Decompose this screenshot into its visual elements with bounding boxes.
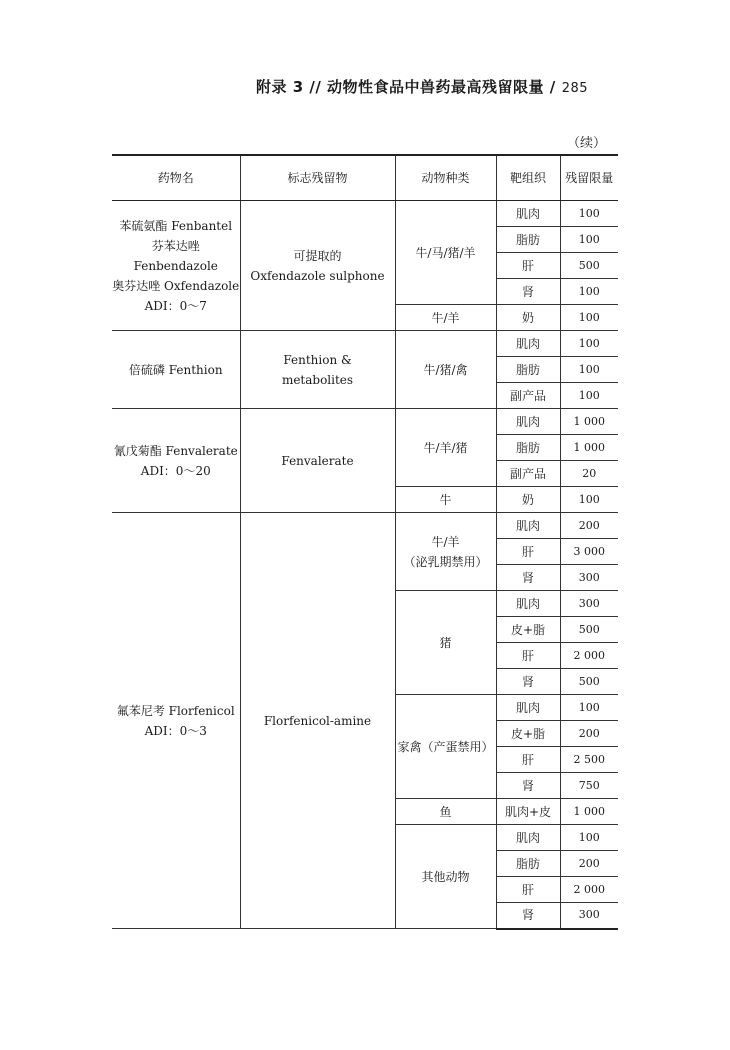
species-cell-line: 家禽（产蛋禁用） <box>397 739 494 754</box>
target-tissue-cell: 肝 <box>496 747 560 773</box>
drug-name-cell-line: ADI：0～20 <box>140 463 211 478</box>
species-cell-line: 牛/羊 <box>431 534 460 549</box>
target-tissue-cell: 脂肪 <box>496 227 560 253</box>
target-tissue-cell: 肝 <box>496 253 560 279</box>
marker-residue-cell-line: Fenthion & <box>283 352 352 367</box>
species-cell-line: 牛/猪/禽 <box>423 362 468 377</box>
drug-name-cell-line: ADI：0～7 <box>144 298 207 313</box>
page-number: 285 <box>561 81 589 96</box>
residue-limit-cell: 500 <box>560 669 618 695</box>
drug-name-cell <box>112 409 240 513</box>
drug-name-cell-line: 倍硫磷 Fenthion <box>128 362 223 377</box>
target-tissue-cell: 肌肉+皮 <box>496 799 560 825</box>
residue-limit-cell: 100 <box>560 227 618 253</box>
residue-limit-cell: 200 <box>560 851 618 877</box>
residue-limit-cell: 200 <box>560 513 618 539</box>
drug-name-cell-line: 苯硫氨酯 Fenbantel <box>119 218 233 233</box>
residue-limit-cell: 300 <box>560 591 618 617</box>
residue-limit-cell: 2 000 <box>560 643 618 669</box>
target-tissue-cell: 肾 <box>496 903 560 929</box>
residue-limit-cell: 2 500 <box>560 747 618 773</box>
species-cell <box>395 331 496 409</box>
residue-limit-cell: 100 <box>560 331 618 357</box>
species-cell <box>395 825 496 929</box>
col-header-species: 动物种类 <box>395 155 496 201</box>
marker-residue-cell <box>240 201 395 331</box>
residue-limit-cell: 100 <box>560 695 618 721</box>
species-cell <box>395 409 496 487</box>
drug-name-cell-line: 芬苯达唑 Fenbendazole <box>133 238 218 273</box>
residue-limit-cell: 100 <box>560 201 618 227</box>
marker-residue-cell-line: Florfenicol-amine <box>263 713 372 728</box>
residue-limit-cell: 750 <box>560 773 618 799</box>
species-cell-line: 牛 <box>439 492 452 507</box>
target-tissue-cell: 肌肉 <box>496 331 560 357</box>
target-tissue-cell: 脂肪 <box>496 851 560 877</box>
residue-limit-cell: 300 <box>560 565 618 591</box>
target-tissue-cell: 奶 <box>496 487 560 513</box>
target-tissue-cell: 副产品 <box>496 461 560 487</box>
residue-limit-cell: 500 <box>560 617 618 643</box>
species-cell-line: 牛/羊/猪 <box>423 440 468 455</box>
residue-limit-cell: 20 <box>560 461 618 487</box>
residue-limit-cell: 1 000 <box>560 799 618 825</box>
species-cell-line: 鱼 <box>439 804 452 819</box>
target-tissue-cell: 肌肉 <box>496 513 560 539</box>
residue-limit-cell: 2 000 <box>560 877 618 903</box>
residue-limit-cell: 100 <box>560 279 618 305</box>
table-row <box>112 201 618 227</box>
residue-limit-cell: 1 000 <box>560 409 618 435</box>
target-tissue-cell: 肝 <box>496 877 560 903</box>
table-row <box>112 331 618 357</box>
residue-limit-cell: 1 000 <box>560 435 618 461</box>
residue-limit-cell: 300 <box>560 903 618 929</box>
col-header-tissue: 靶组织 <box>496 155 560 201</box>
marker-residue-cell-line: Fenvalerate <box>281 453 354 468</box>
target-tissue-cell: 副产品 <box>496 383 560 409</box>
target-tissue-cell: 肾 <box>496 279 560 305</box>
drug-name-cell <box>112 201 240 331</box>
marker-residue-cell <box>240 513 395 929</box>
marker-residue-cell-line: Oxfendazole sulphone <box>250 268 385 283</box>
species-cell <box>395 799 496 825</box>
residue-limit-table <box>112 154 618 930</box>
target-tissue-cell: 脂肪 <box>496 435 560 461</box>
target-tissue-cell: 肌肉 <box>496 825 560 851</box>
drug-name-cell-line: 氟苯尼考 Florfenicol <box>116 703 235 718</box>
residue-limit-cell: 100 <box>560 825 618 851</box>
species-cell-line: 牛/马/猪/羊 <box>415 245 476 260</box>
target-tissue-cell: 肾 <box>496 773 560 799</box>
species-cell <box>395 695 496 799</box>
species-cell <box>395 513 496 591</box>
drug-name-cell-line: 氰戊菊酯 Fenvalerate <box>113 443 238 458</box>
table-row <box>112 513 618 539</box>
drug-name-cell-line: 奥芬达唑 Oxfendazole <box>112 278 240 293</box>
residue-limit-cell: 3 000 <box>560 539 618 565</box>
species-cell <box>395 591 496 695</box>
target-tissue-cell: 肾 <box>496 669 560 695</box>
col-header-marker: 标志残留物 <box>240 155 395 201</box>
col-header-drug: 药物名 <box>112 155 240 201</box>
marker-residue-cell <box>240 331 395 409</box>
marker-residue-cell-line: metabolites <box>281 372 354 387</box>
species-cell-line: 猪 <box>439 635 452 650</box>
marker-residue-cell <box>240 409 395 513</box>
residue-limit-cell: 100 <box>560 487 618 513</box>
drug-name-cell-line: ADI：0～3 <box>144 723 207 738</box>
target-tissue-cell: 皮+脂 <box>496 721 560 747</box>
target-tissue-cell: 肌肉 <box>496 409 560 435</box>
species-cell-line: 其他动物 <box>421 869 470 884</box>
residue-limit-cell: 200 <box>560 721 618 747</box>
target-tissue-cell: 肾 <box>496 565 560 591</box>
marker-residue-cell-line: 可提取的 <box>293 248 342 263</box>
target-tissue-cell: 肝 <box>496 643 560 669</box>
drug-name-cell <box>112 331 240 409</box>
species-cell <box>395 487 496 513</box>
residue-limit-cell: 100 <box>560 305 618 331</box>
residue-limit-cell: 100 <box>560 357 618 383</box>
target-tissue-cell: 肝 <box>496 539 560 565</box>
target-tissue-cell: 肌肉 <box>496 201 560 227</box>
species-cell <box>395 201 496 305</box>
species-cell-line: 牛/羊 <box>431 310 460 325</box>
residue-limit-cell: 500 <box>560 253 618 279</box>
table-header-row <box>112 155 618 201</box>
target-tissue-cell: 肌肉 <box>496 695 560 721</box>
target-tissue-cell: 脂肪 <box>496 357 560 383</box>
header-title: 附录 3 // 动物性食品中兽药最高残留限量 / <box>256 78 556 96</box>
target-tissue-cell: 肌肉 <box>496 591 560 617</box>
continued-label: （续） <box>567 136 607 151</box>
target-tissue-cell: 奶 <box>496 305 560 331</box>
target-tissue-cell: 皮+脂 <box>496 617 560 643</box>
species-cell <box>395 305 496 331</box>
residue-limit-cell: 100 <box>560 383 618 409</box>
table-row <box>112 409 618 435</box>
drug-name-cell <box>112 513 240 929</box>
page-header <box>256 76 616 97</box>
col-header-limit: 残留限量 <box>560 155 618 201</box>
species-cell-line: （泌乳期禁用） <box>403 554 488 569</box>
